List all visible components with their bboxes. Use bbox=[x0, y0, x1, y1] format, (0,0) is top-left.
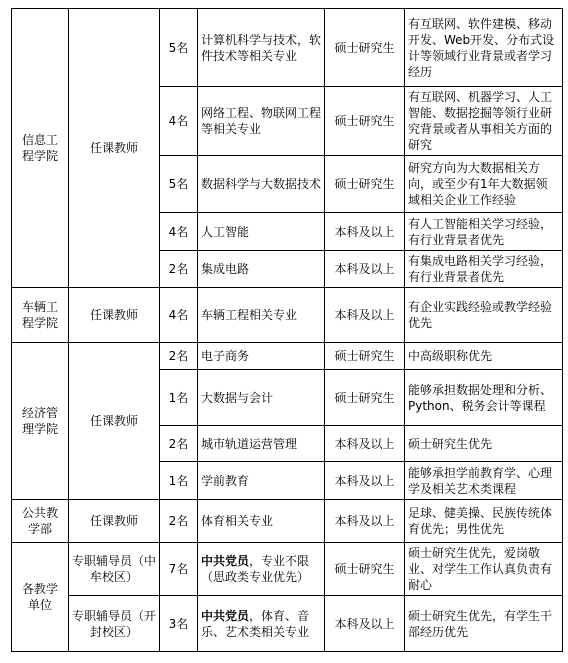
table-row bbox=[12, 500, 563, 543]
requirement-cell: 有集成电路相关学习经验，有行业背景者优先 bbox=[405, 251, 563, 288]
major-cell: 城市轨道运营管理 bbox=[198, 426, 325, 462]
education-cell: 本科及以上 bbox=[325, 596, 405, 652]
position-cell: 任课教师 bbox=[69, 343, 160, 500]
dept-cell: 公共教学部 bbox=[12, 500, 69, 543]
table-row bbox=[12, 343, 563, 370]
table-row bbox=[12, 543, 563, 596]
major-cell: 大数据与会计 bbox=[198, 370, 325, 426]
major-cell: 集成电路 bbox=[198, 251, 325, 288]
major-cell bbox=[198, 543, 325, 596]
count-cell: 3名 bbox=[160, 596, 198, 652]
education-cell: 硕士研究生 bbox=[325, 156, 405, 213]
major-bold-text: 中共党员 bbox=[201, 554, 250, 568]
count-cell: 1名 bbox=[160, 370, 198, 426]
requirement-cell: 研究方向为大数据相关方向，或至少有1年大数据领域相关企业工作经验 bbox=[405, 156, 563, 213]
count-cell: 2名 bbox=[160, 426, 198, 462]
education-cell: 硕士研究生 bbox=[325, 9, 405, 87]
count-cell: 4名 bbox=[160, 87, 198, 156]
major-cell: 电子商务 bbox=[198, 343, 325, 370]
table-row bbox=[12, 9, 563, 87]
count-cell: 5名 bbox=[160, 156, 198, 213]
education-cell: 本科及以上 bbox=[325, 288, 405, 343]
count-cell: 4名 bbox=[160, 288, 198, 343]
education-cell: 本科及以上 bbox=[325, 213, 405, 251]
requirement-cell: 中高级职称优先 bbox=[405, 343, 563, 370]
major-cell: 人工智能 bbox=[198, 213, 325, 251]
education-cell: 本科及以上 bbox=[325, 462, 405, 500]
major-text: ，专业不限（思政类专业优先） bbox=[201, 554, 310, 584]
education-cell: 硕士研究生 bbox=[325, 370, 405, 426]
requirement-cell: 硕士研究生优先，有学生干部经历优先 bbox=[405, 596, 563, 652]
count-cell: 1名 bbox=[160, 462, 198, 500]
education-cell: 本科及以上 bbox=[325, 426, 405, 462]
requirement-cell: 硕士研究生优先，爱岗敬业、对学生工作认真负责有耐心 bbox=[405, 543, 563, 596]
dept-cell: 车辆工程学院 bbox=[12, 288, 69, 343]
dept-cell: 经济管理学院 bbox=[12, 343, 69, 500]
requirement-cell: 硕士研究生优先 bbox=[405, 426, 563, 462]
requirement-cell: 有企业实践经验或教学经验优先 bbox=[405, 288, 563, 343]
requirement-cell: 有互联网、机器学习、人工智能、数据挖掘等领行业研究背景或者从事相关方面的研究 bbox=[405, 87, 563, 156]
count-cell: 2名 bbox=[160, 251, 198, 288]
dept-cell: 信息工程学院 bbox=[12, 9, 69, 288]
major-cell: 车辆工程相关专业 bbox=[198, 288, 325, 343]
requirement-cell: 能够承担学前教育学、心理学及相关艺术类课程 bbox=[405, 462, 563, 500]
requirement-cell: 足球、健美操、民族传统体育优先；男性优先 bbox=[405, 500, 563, 543]
requirement-cell: 能够承担数据处理和分析、Python、税务会计等课程 bbox=[405, 370, 563, 426]
education-cell: 本科及以上 bbox=[325, 500, 405, 543]
major-cell: 数据科学与大数据技术 bbox=[198, 156, 325, 213]
major-cell: 计算机科学与技术，软件技术等相关专业 bbox=[198, 9, 325, 87]
position-cell: 任课教师 bbox=[69, 500, 160, 543]
education-cell: 硕士研究生 bbox=[325, 87, 405, 156]
count-cell: 7名 bbox=[160, 543, 198, 596]
count-cell: 2名 bbox=[160, 343, 198, 370]
count-cell: 2名 bbox=[160, 500, 198, 543]
major-text: ，体育、音乐、艺术类相关专业 bbox=[201, 608, 310, 639]
table-row bbox=[12, 596, 563, 652]
education-cell: 硕士研究生 bbox=[325, 543, 405, 596]
education-cell: 本科及以上 bbox=[325, 251, 405, 288]
education-cell: 硕士研究生 bbox=[325, 343, 405, 370]
position-cell: 专职辅导员（开封校区） bbox=[69, 596, 160, 652]
recruitment-table bbox=[11, 8, 563, 652]
major-cell: 学前教育 bbox=[198, 462, 325, 500]
requirement-cell: 有人工智能相关学习经验，有行业背景者优先 bbox=[405, 213, 563, 251]
requirement-cell: 有互联网、软件建模、移动开发、Web开发、分布式设计等领域行业背景或者学习经历 bbox=[405, 9, 563, 87]
major-cell: 体育相关专业 bbox=[198, 500, 325, 543]
dept-cell: 各教学单位 bbox=[12, 543, 69, 652]
table-row bbox=[12, 288, 563, 343]
position-cell: 任课教师 bbox=[69, 9, 160, 288]
major-bold-text: 中共党员 bbox=[201, 608, 250, 623]
count-cell: 5名 bbox=[160, 9, 198, 87]
major-cell bbox=[198, 596, 325, 652]
count-cell: 4名 bbox=[160, 213, 198, 251]
position-cell: 专职辅导员（中牟校区） bbox=[69, 543, 160, 596]
major-cell: 网络工程、物联网工程等相关专业 bbox=[198, 87, 325, 156]
position-cell: 任课教师 bbox=[69, 288, 160, 343]
